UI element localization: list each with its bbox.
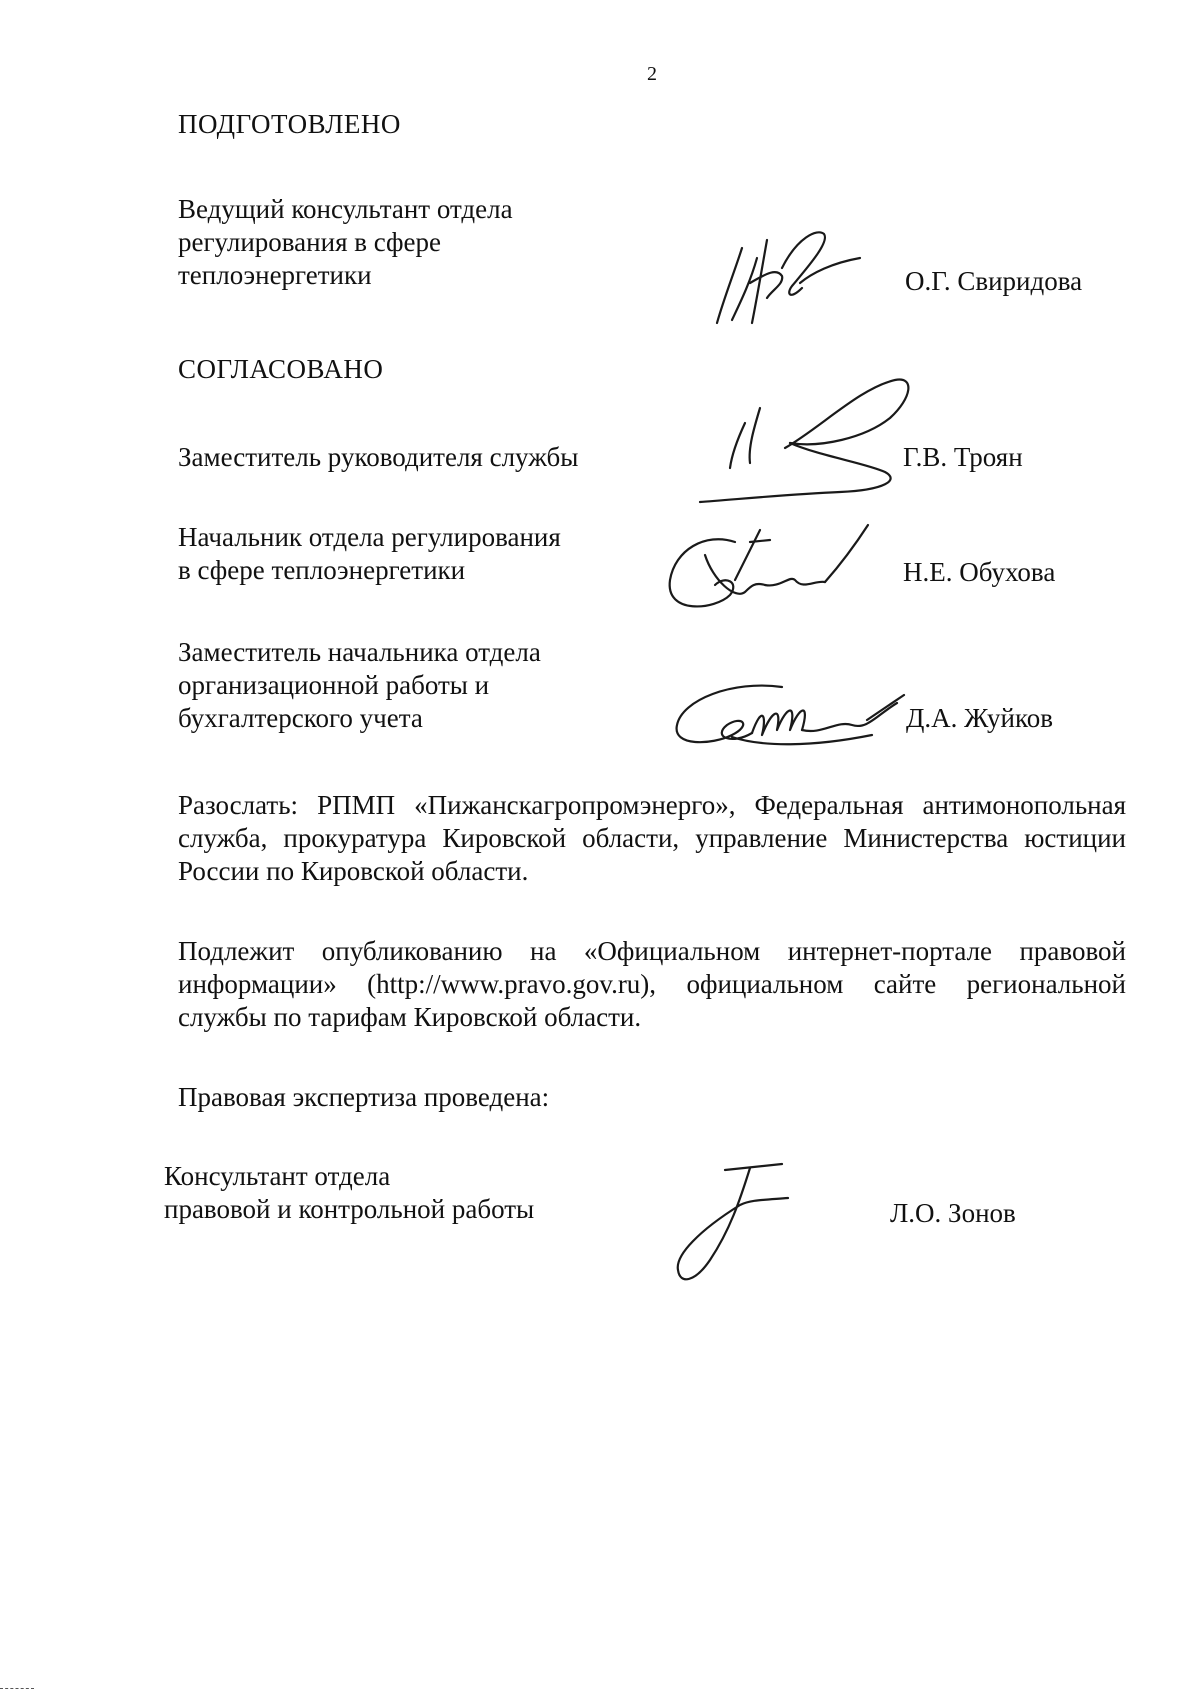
legal-review-position-line-1: Консультант отдела — [164, 1161, 391, 1191]
agreed-2-position-line-2: в сфере теплоэнергетики — [178, 555, 466, 585]
legal-review-name: Л.О. Зонов — [890, 1198, 1016, 1228]
signature-zonov — [670, 1160, 800, 1290]
prepared-heading: ПОДГОТОВЛЕНО — [178, 109, 401, 139]
prepared-name: О.Г. Свиридова — [905, 266, 1083, 296]
agreed-3-position-line-2: организационной работы и — [178, 670, 490, 700]
prepared-position-line-2: регулирования в сфере — [178, 227, 442, 257]
agreed-heading: СОГЛАСОВАНО — [178, 354, 384, 384]
page-number: 2 — [647, 63, 657, 85]
agreed-3-name: Д.А. Жуйков — [906, 703, 1053, 733]
agreed-1-position-line-1: Заместитель руководителя службы — [178, 442, 579, 472]
agreed-2-position-line-1: Начальник отдела регулирования — [178, 522, 561, 552]
agreed-1-name: Г.В. Троян — [903, 442, 1023, 472]
agreed-3-position-line-1: Заместитель начальника отдела — [178, 637, 541, 667]
signature-zhuikov — [672, 675, 907, 755]
scan-artifact — [0, 1688, 34, 1691]
legal-review-position-line-2: правовой и контрольной работы — [164, 1194, 535, 1224]
agreed-3-position-line-3: бухгалтерского учета — [178, 703, 423, 733]
publication-paragraph: Подлежит опубликованию на «Официальном интернет-портале правовой информации» (http://www.pravo.gov.ru), официальном сайте региональной службы по тарифам Кировской области. — [178, 936, 1126, 1032]
legal-review-heading: Правовая экспертиза проведена: — [178, 1082, 550, 1112]
prepared-position-line-1: Ведущий консультант отдела — [178, 194, 513, 224]
agreed-2-name: Н.Е. Обухова — [903, 557, 1056, 587]
signature-obukhova — [665, 520, 870, 620]
signature-troyan — [690, 368, 920, 508]
signature-sviridova — [712, 228, 862, 328]
distribution-paragraph: Разослать: РПМП «Пижанскагропромэнерго», Федеральная антимонопольная служба, прокуратура Кировской области, управление Министерства юстиции России по Кировской области. — [178, 790, 1126, 886]
prepared-position-line-3: теплоэнергетики — [178, 260, 372, 290]
